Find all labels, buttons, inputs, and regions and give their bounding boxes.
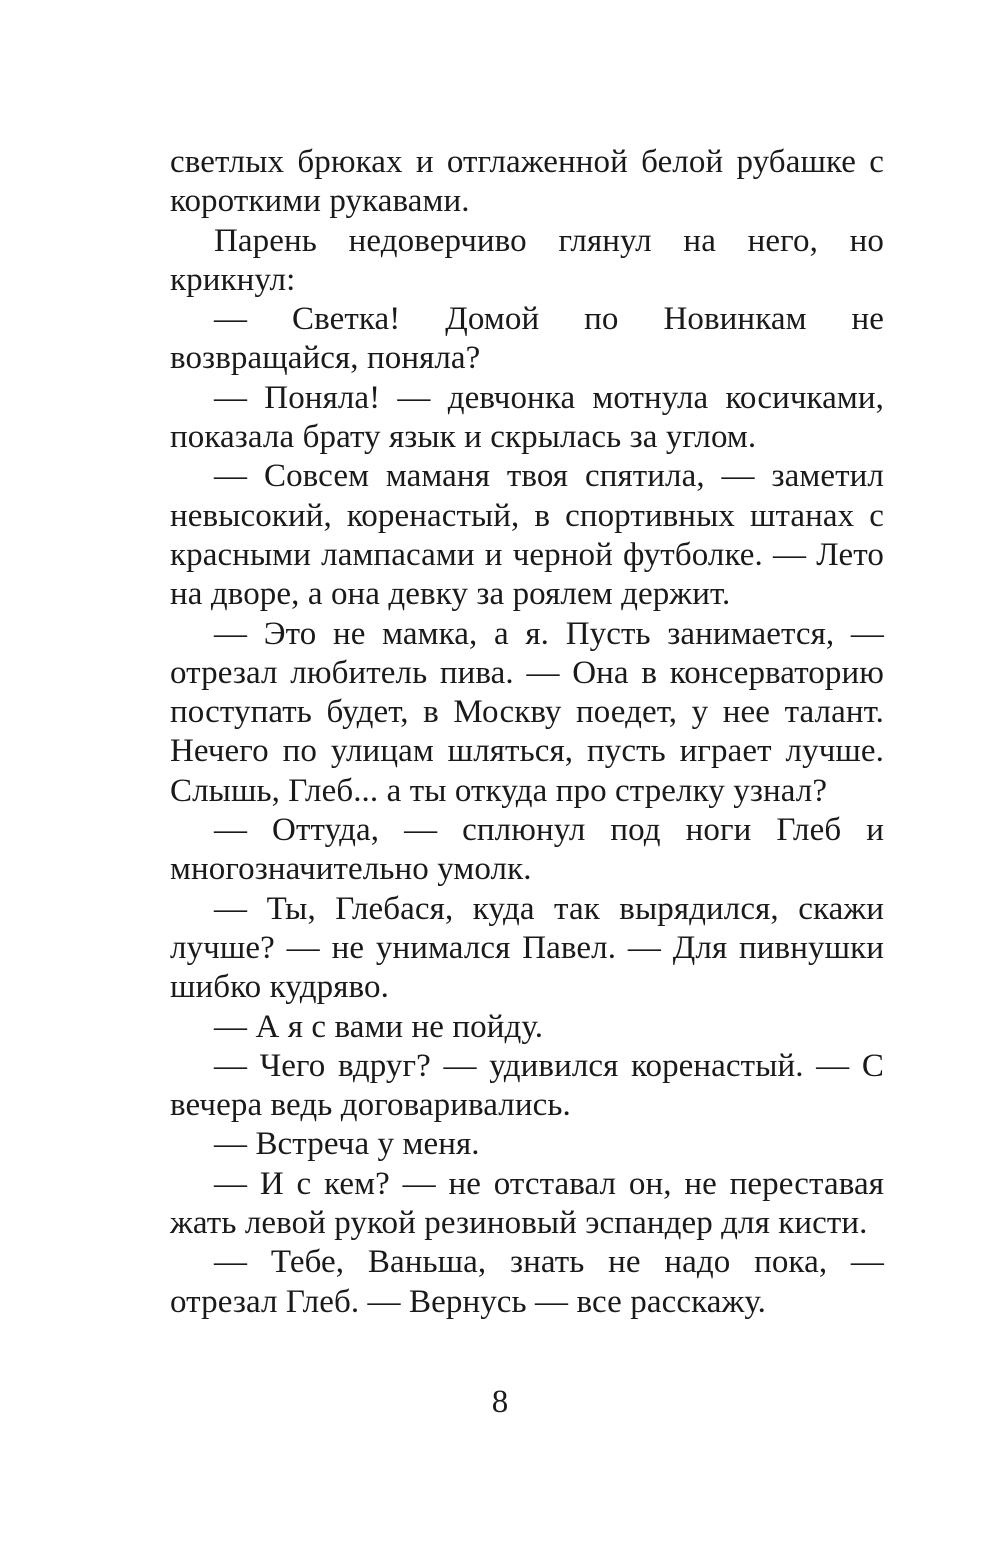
paragraph: — А я с вами не пойду. xyxy=(214,1008,544,1045)
paragraph: — Светка! Домой по Новинкам не возвращайся, поняла? xyxy=(170,301,884,377)
body-text xyxy=(170,143,884,1322)
paragraph: — Оттуда, — сплюнул под ноги Глеб и многозначительно умолк. xyxy=(170,812,884,888)
page-number: 8 xyxy=(491,1384,509,1420)
paragraph: — И с кем? — не отставал он, не переставая жать левой рукой резиновый эспандер для кисти. xyxy=(170,1165,884,1242)
paragraph: — Тебе, Ваньша, знать не надо пока, — отрезал Глеб. — Вернусь — все расскажу. xyxy=(170,1244,884,1320)
paragraph: — Ты, Глебася, куда так вырядился, скажи лучше? — не унимался Павел. — Для пивнушки шибко кудряво. xyxy=(170,890,884,1006)
paragraph: — Это не мамка, а я. Пусть занимается, — отрезал любитель пива. — Она в консерваторию поступать будет, в Москву поедет, у нее талант. Нечего по улицам шляться, пусть играет лучше. Слышь, Глеб... а ты откуда про стрелку узнал? xyxy=(170,615,884,809)
paragraph: светлых брюках и отглаженной белой рубашке с короткими рукавами. xyxy=(170,144,884,220)
paragraph: — Встреча у меня. xyxy=(214,1126,480,1163)
book-page xyxy=(170,143,884,1322)
paragraph: — Совсем маманя твоя спятила, — заметил невысокий, коренастый, в спортивных штанах с красными лампасами и черной футболке. — Лето на дворе, а она девку за роялем держит. xyxy=(170,458,884,613)
paragraph: — Чего вдруг? — удивился коренастый. — С вечера ведь договаривались. xyxy=(170,1047,884,1124)
paragraph: — Поняла! — девчонка мотнула косичками, показала брату язык и скрылась за углом. xyxy=(170,379,884,456)
paragraph: Парень недоверчиво глянул на него, но крикнул: xyxy=(170,222,884,298)
